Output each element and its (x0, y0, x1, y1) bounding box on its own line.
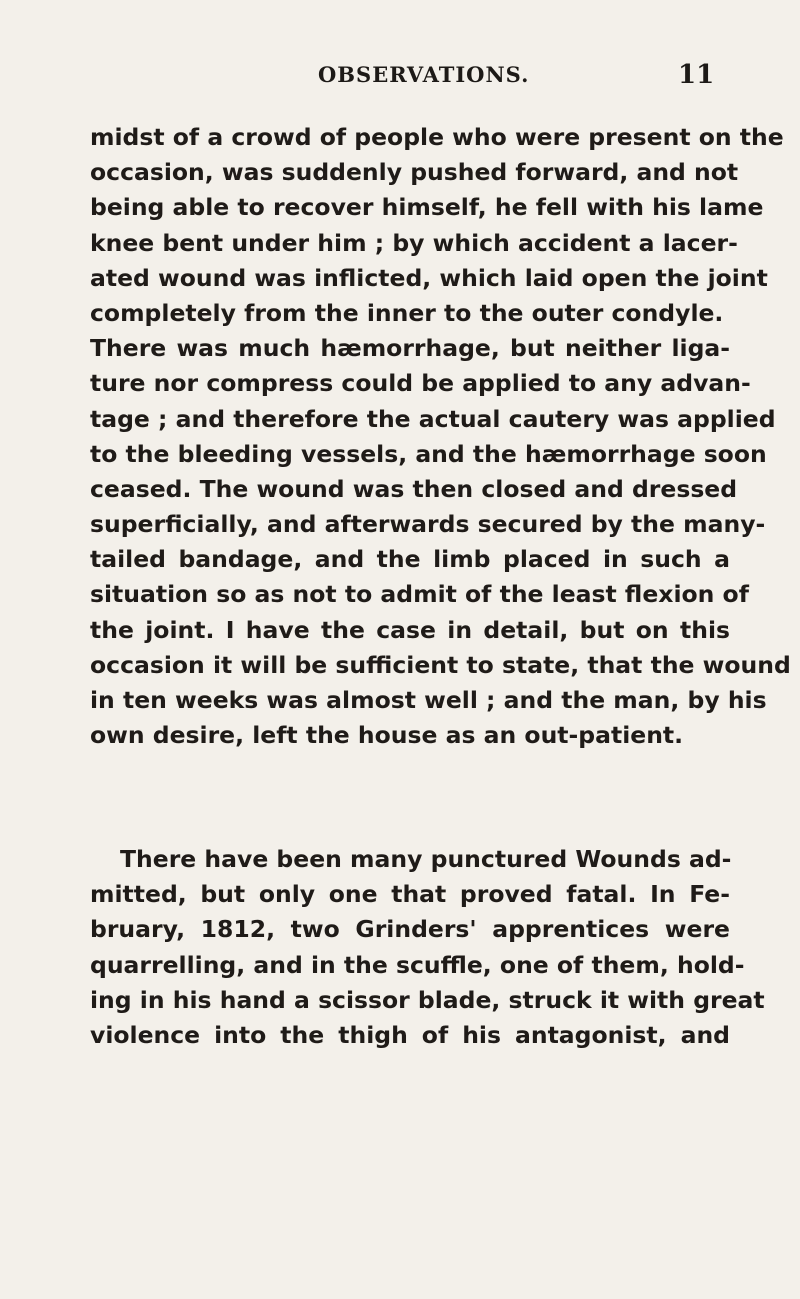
text-line: violence into the thigh of his antagonist, and (90, 1020, 730, 1049)
text-line: occasion it will be sufficient to state, that the wound (90, 650, 791, 679)
text-line: knee bent under him ; by which accident a lacer- (90, 228, 738, 257)
paragraph-1 (90, 120, 791, 753)
running-head: OBSERVATIONS. (318, 62, 530, 87)
text-line: tage ; and therefore the actual cautery was applied (90, 404, 776, 433)
text-line: ated wound was inflicted, which laid open the joint (90, 263, 768, 292)
text-line: ing in his hand a scissor blade, struck it with great (90, 985, 765, 1014)
text-line: the joint. I have the case in detail, but on this (90, 615, 730, 644)
text-line: completely from the inner to the outer condyle. (90, 298, 724, 327)
text-line: superficially, and afterwards secured by the many- (90, 510, 766, 539)
text-line: own desire, left the house as an out-patient. (90, 721, 684, 750)
text-line: ture nor compress could be applied to any advan- (90, 369, 751, 398)
text-line: occasion, was suddenly pushed forward, and not (90, 158, 739, 187)
text-line: to the bleeding vessels, and the hæmorrhage soon (90, 439, 767, 468)
text-line: There have been many punctured Wounds ad- (120, 845, 732, 873)
text-line: bruary, 1812, two Grinders' apprentices were (90, 915, 730, 944)
text-line: midst of a crowd of people who were present on the (90, 123, 784, 151)
text-line: situation so as not to admit of the least flexion of (90, 580, 749, 609)
text-line: tailed bandage, and the limb placed in such a (90, 545, 730, 574)
text-line: in ten weeks was almost well ; and the man, by his (90, 686, 767, 714)
text-line: There was much hæmorrhage, but neither liga- (90, 334, 730, 363)
text-line: quarrelling, and in the scuffle, one of them, hold- (90, 950, 745, 979)
text-line: being able to recover himself, he fell with his lame (90, 193, 764, 222)
page-header (0, 60, 800, 92)
paragraph-2 (90, 842, 765, 1053)
page-number: 11 (678, 60, 715, 90)
text-line: mitted, but only one that proved fatal. In Fe- (90, 880, 730, 909)
text-line: ceased. The wound was then closed and dressed (90, 474, 738, 503)
